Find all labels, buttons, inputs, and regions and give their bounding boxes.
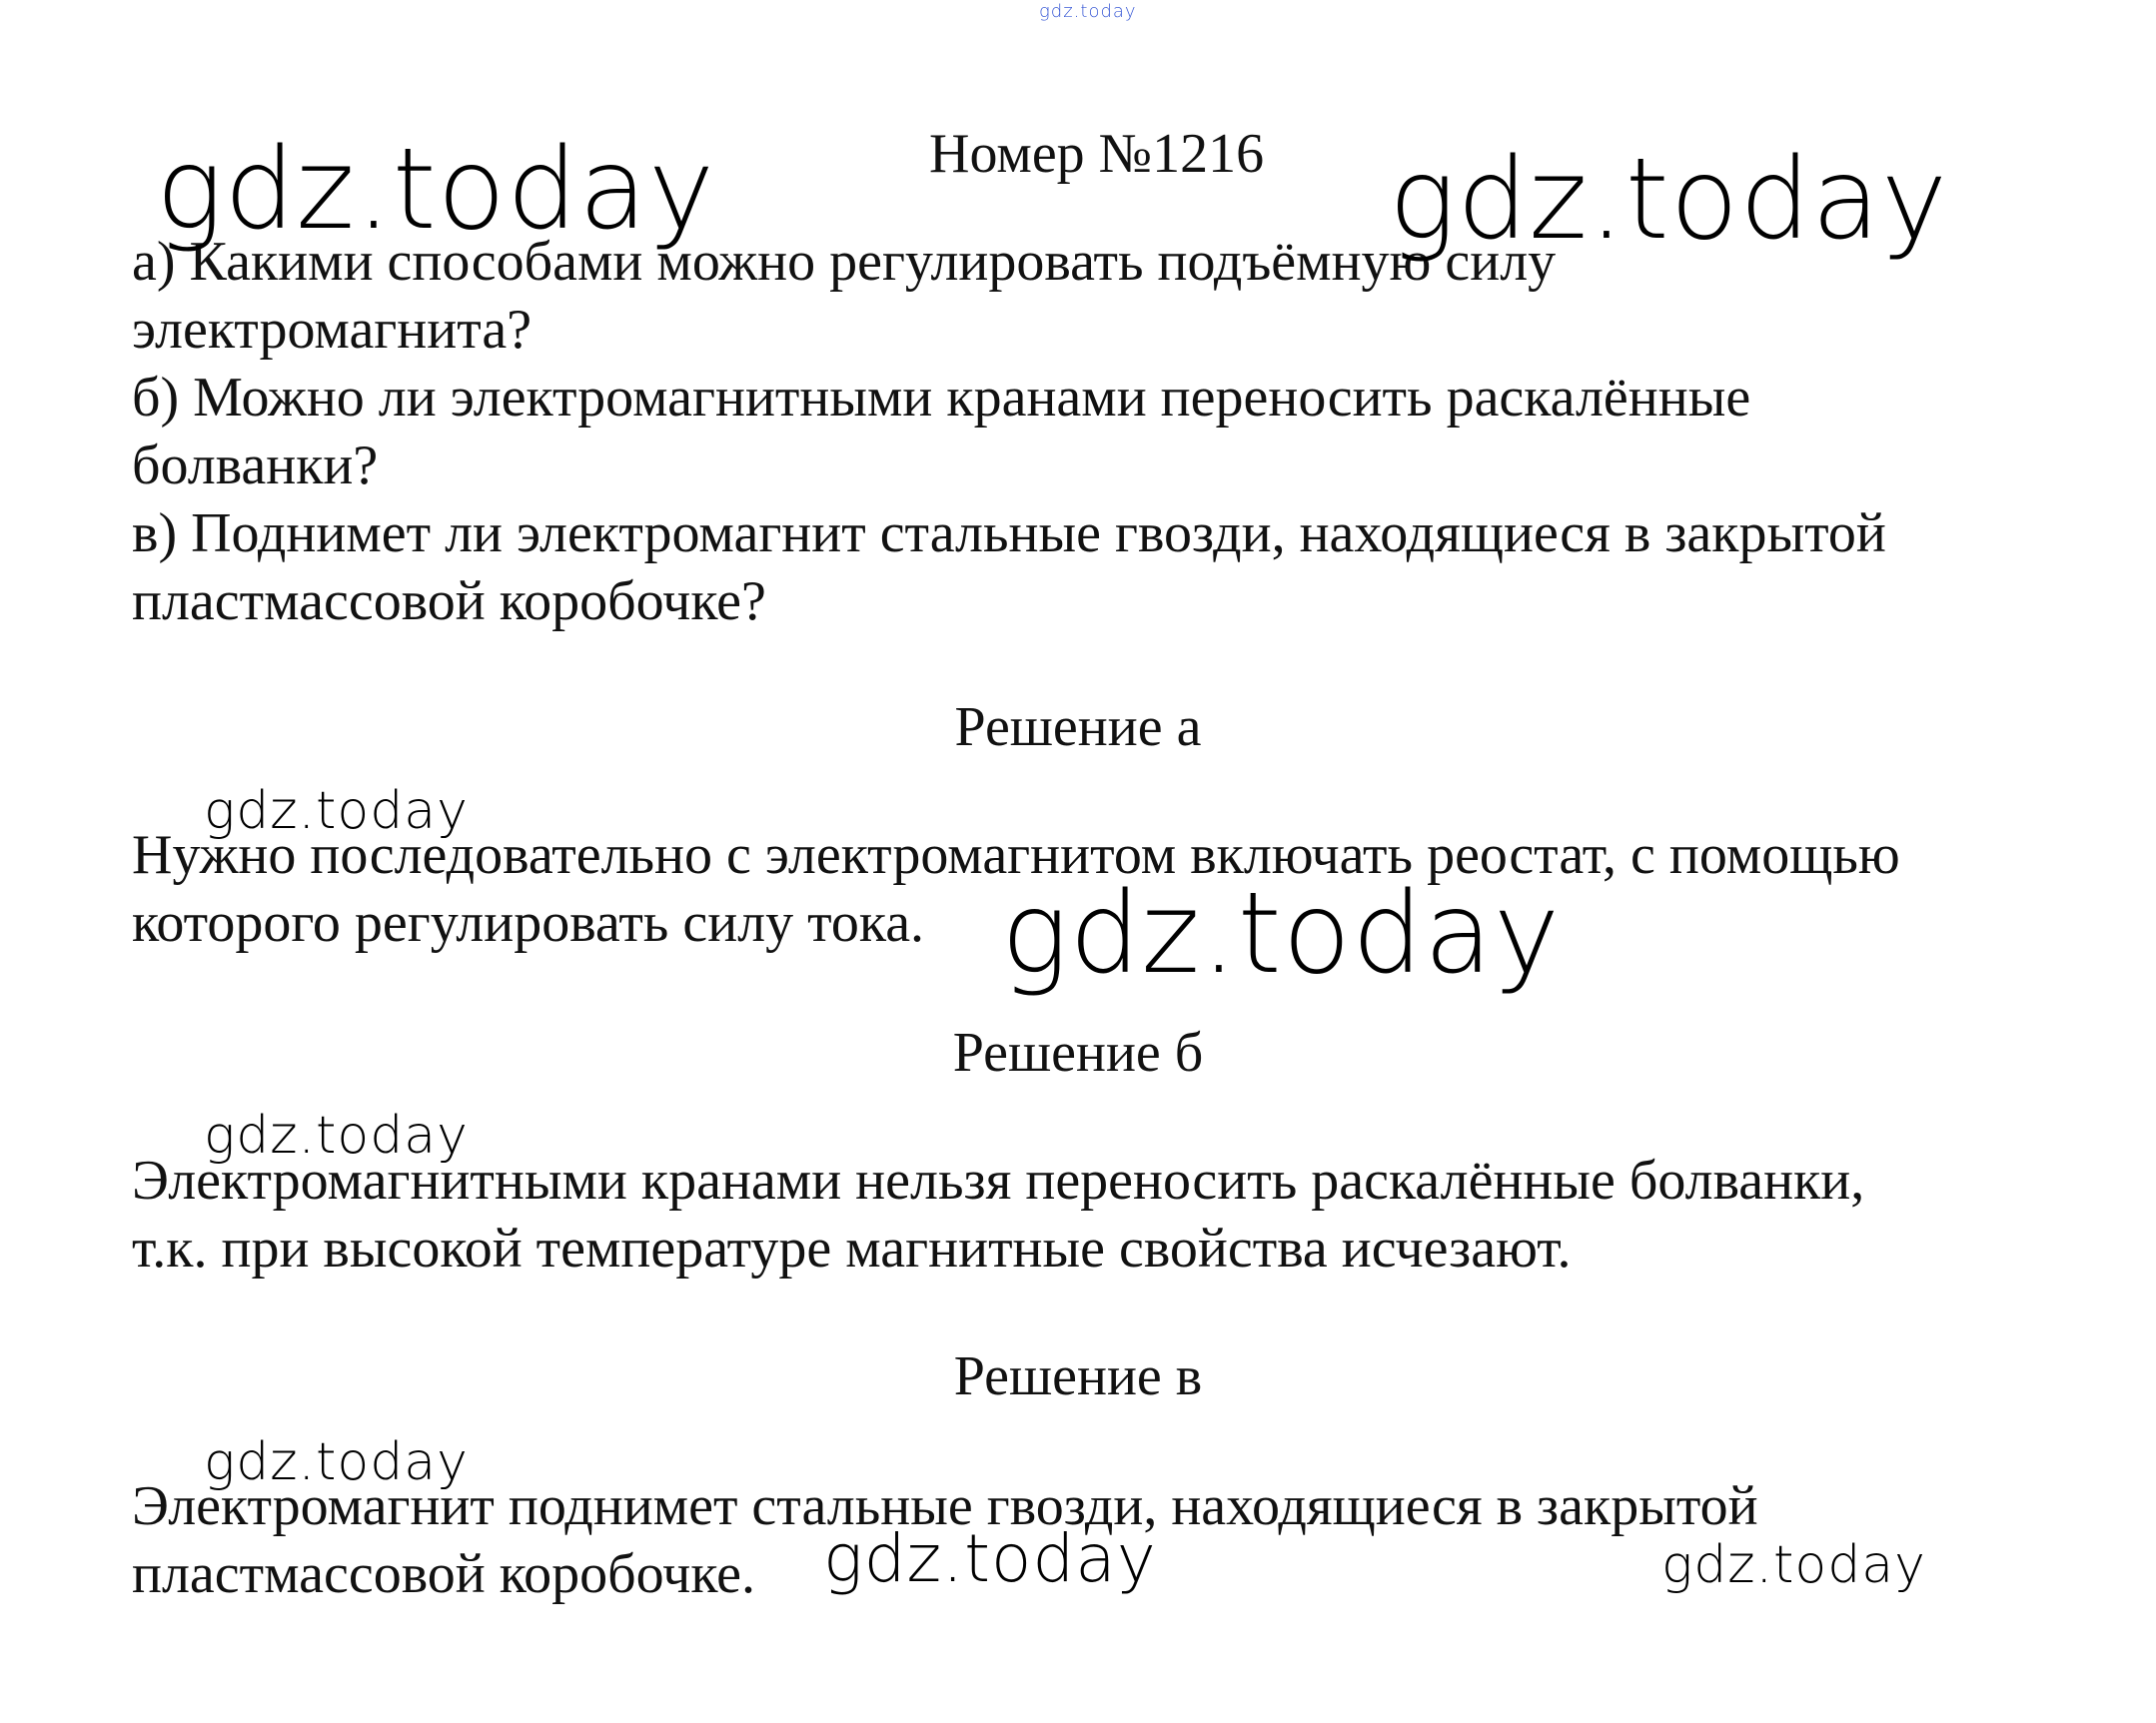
question-line: в) Поднимет ли электромагнит стальные гвозди, находящиеся в закрытой bbox=[132, 502, 1886, 564]
question-line: болванки? bbox=[132, 434, 379, 496]
solution-a-heading: Решение а bbox=[954, 696, 1202, 758]
solution-b-line: т.к. при высокой температуре магнитные свойства исчезают. bbox=[132, 1218, 1572, 1280]
solution-b-heading: Решение б bbox=[952, 1022, 1204, 1084]
question-line: а) Какими способами можно регулировать подъёмную силу bbox=[132, 231, 1557, 293]
watermark-large: gdz.today bbox=[1389, 135, 1949, 265]
watermark-medium: gdz.today bbox=[204, 1432, 469, 1492]
watermark-medium: gdz.today bbox=[204, 1106, 469, 1166]
watermark-large: gdz.today bbox=[1001, 869, 1562, 999]
solution-a-line: которого регулировать силу тока. bbox=[132, 892, 925, 954]
watermark-large: gdz.today bbox=[156, 125, 716, 255]
watermark-medium: gdz.today bbox=[1661, 1535, 1926, 1595]
solution-a-line: Нужно последовательно с электромагнитом включать реостат, с помощью bbox=[132, 824, 1900, 886]
watermark-medium: gdz.today bbox=[204, 781, 469, 841]
solution-b-line: Электромагнитными кранами нельзя переносить раскалённые болванки, bbox=[132, 1150, 1865, 1212]
solution-v-heading: Решение в bbox=[953, 1345, 1203, 1407]
question-line: пластмассовой коробочке? bbox=[132, 570, 766, 632]
watermark-medium: gdz.today bbox=[823, 1520, 1157, 1597]
solution-v-line: пластмассовой коробочке. bbox=[132, 1543, 755, 1605]
page-title: Номер №1216 bbox=[929, 123, 1265, 185]
watermark-tiny: gdz.today bbox=[1039, 1, 1137, 22]
question-line: электромагнита? bbox=[132, 299, 533, 361]
question-line: б) Можно ли электромагнитными кранами переносить раскалённые bbox=[132, 367, 1751, 429]
solution-v-line: Электромагнит поднимет стальные гвозди, находящиеся в закрытой bbox=[132, 1475, 1758, 1537]
